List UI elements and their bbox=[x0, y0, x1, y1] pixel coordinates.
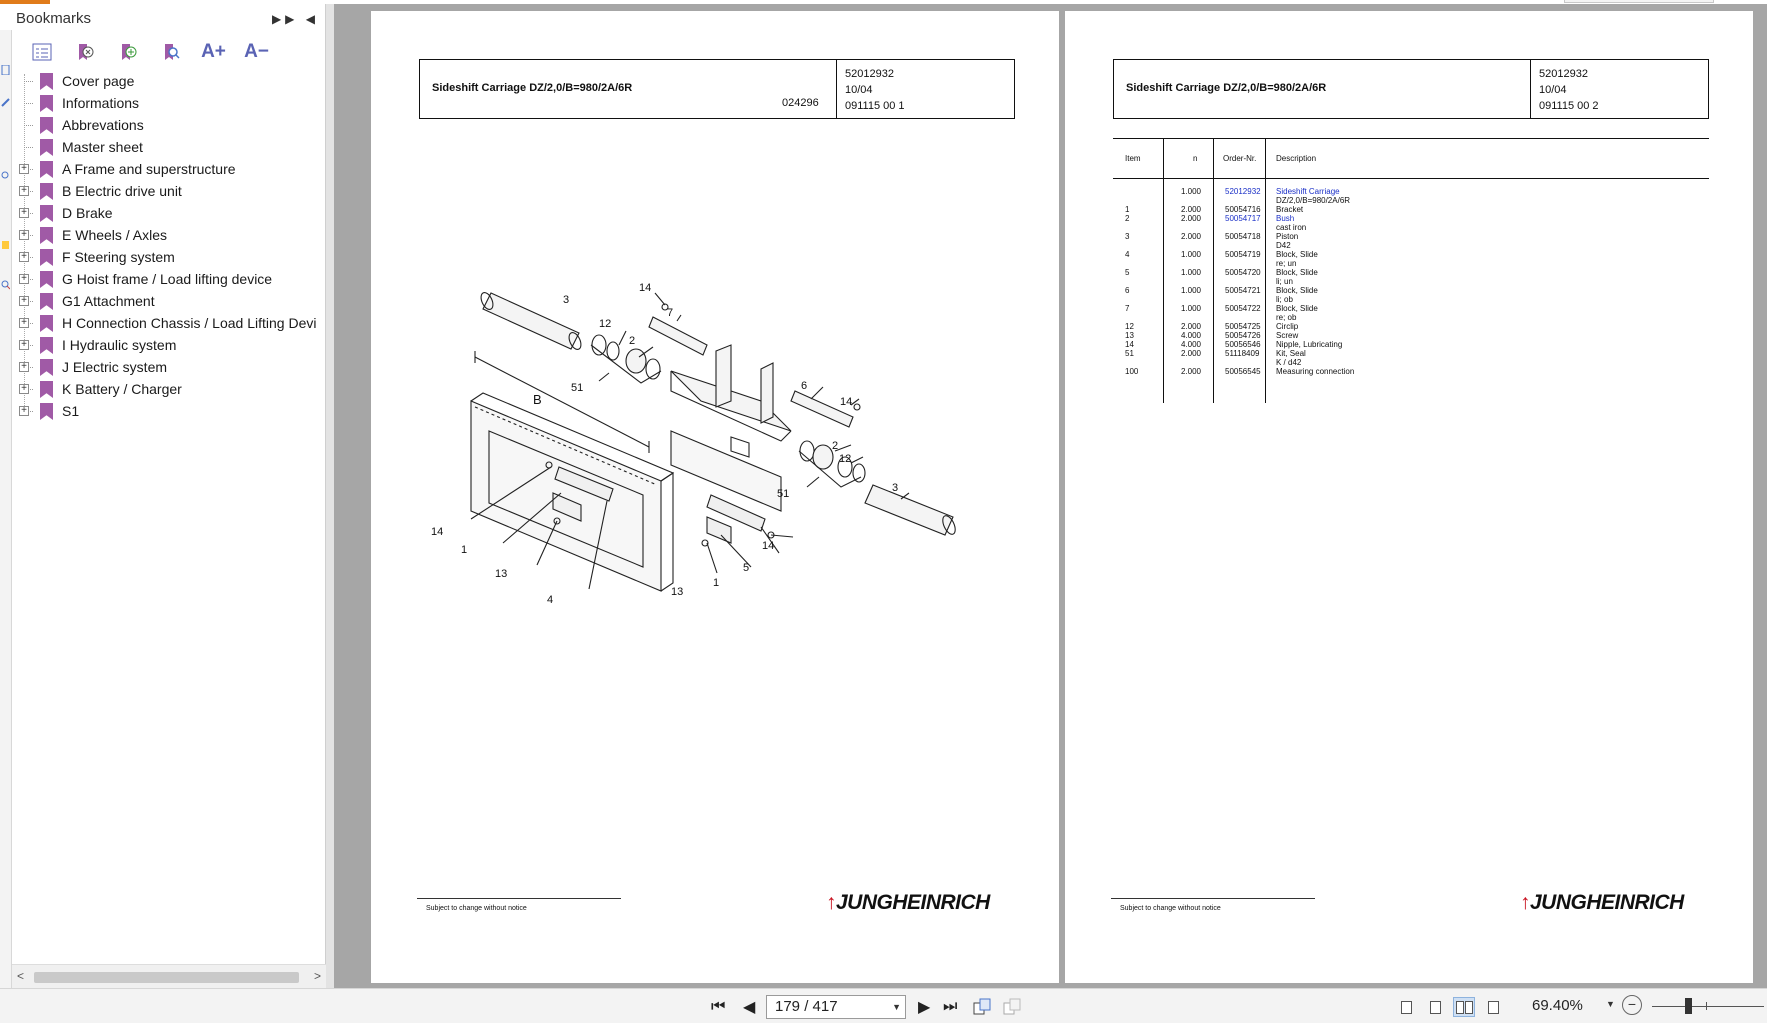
bookmarks-title: Bookmarks bbox=[16, 10, 92, 27]
callout-label: 12 bbox=[599, 318, 612, 330]
cell-item: 5 bbox=[1125, 268, 1130, 277]
cell-description: Bracket bbox=[1276, 205, 1304, 214]
cell-order-number: 50056545 bbox=[1225, 367, 1261, 376]
footer-notice: Subject to change without notice bbox=[1120, 905, 1221, 912]
cell-quantity: 4.000 bbox=[1180, 331, 1201, 340]
top-tab-remnant bbox=[1564, 0, 1714, 3]
add-bookmark-icon bbox=[118, 42, 138, 62]
cell-description-detail: li; un bbox=[1276, 277, 1293, 286]
cell-item: 14 bbox=[1125, 340, 1134, 349]
bookmark-icon bbox=[40, 161, 53, 178]
bookmark-item[interactable] bbox=[12, 334, 326, 356]
title-block-divider bbox=[1530, 60, 1531, 118]
callout-label: 14 bbox=[840, 396, 853, 408]
attachment-icon[interactable] bbox=[1, 240, 10, 250]
cell-order-number: 50054718 bbox=[1225, 232, 1261, 241]
bookmark-icon bbox=[40, 403, 53, 420]
bookmarks-toolbar bbox=[20, 38, 278, 66]
bookmark-options-button[interactable] bbox=[20, 38, 63, 66]
cell-order-number: 50054720 bbox=[1225, 268, 1261, 277]
cell-quantity: 2.000 bbox=[1180, 214, 1201, 223]
cell-description: Block, Slide bbox=[1276, 304, 1318, 313]
table-top-rule bbox=[1113, 138, 1709, 139]
font-larger-button[interactable] bbox=[192, 38, 235, 66]
doc-number: 52012932 bbox=[845, 68, 894, 80]
status-bar bbox=[0, 988, 1767, 1023]
font-larger-icon: A+ bbox=[201, 41, 226, 62]
cell-quantity: 2.000 bbox=[1180, 205, 1201, 214]
bookmark-item[interactable] bbox=[12, 400, 326, 422]
zoom-out-icon[interactable]: − bbox=[1622, 995, 1642, 1015]
expand-panel-icon[interactable]: ▶▶ bbox=[271, 12, 299, 26]
page-indicator: 179 / 417 bbox=[775, 998, 838, 1015]
expand-icon[interactable]: + bbox=[19, 296, 29, 306]
cell-quantity: 4.000 bbox=[1180, 340, 1201, 349]
doc-date: 10/04 bbox=[1539, 84, 1567, 96]
cell-order-number: 50054719 bbox=[1225, 250, 1261, 259]
cell-quantity: 1.000 bbox=[1180, 268, 1201, 277]
bookmark-label: F Steering system bbox=[62, 249, 175, 265]
scrollbar-thumb[interactable] bbox=[34, 972, 299, 983]
bookmark-item[interactable] bbox=[12, 136, 326, 158]
cell-order-number[interactable]: 50054717 bbox=[1225, 214, 1261, 223]
cell-item: 1 bbox=[1125, 205, 1130, 214]
cell-item: 51 bbox=[1125, 349, 1134, 358]
drawing-title: Sideshift Carriage DZ/2,0/B=980/2A/6R bbox=[432, 82, 633, 94]
cell-description: Block, Slide bbox=[1276, 286, 1318, 295]
cell-item: 2 bbox=[1125, 214, 1130, 223]
previous-page-icon[interactable]: ◀ bbox=[743, 999, 756, 1016]
callout-label: 13 bbox=[671, 586, 684, 598]
cell-description-detail: re; ob bbox=[1276, 313, 1297, 322]
column-header-n: n bbox=[1193, 154, 1198, 163]
bookmark-icon bbox=[40, 117, 53, 134]
cell-description: Screw bbox=[1276, 331, 1299, 340]
footer-rule bbox=[417, 898, 621, 899]
drawing-title: Sideshift Carriage DZ/2,0/B=980/2A/6R bbox=[1126, 82, 1327, 94]
cell-quantity: 1.000 bbox=[1180, 250, 1201, 259]
zoom-dropdown-icon[interactable]: ▼ bbox=[1606, 999, 1615, 1009]
callout-label: 12 bbox=[839, 453, 852, 465]
title-block bbox=[419, 59, 1015, 119]
bookmark-label: Master sheet bbox=[62, 139, 143, 155]
cell-item: 3 bbox=[1125, 232, 1130, 241]
cell-description-detail: D42 bbox=[1276, 241, 1291, 250]
bookmark-icon bbox=[40, 249, 53, 266]
sheet-number: 091115 00 1 bbox=[845, 100, 905, 112]
brand-name: JUNGHEINRICH bbox=[1530, 891, 1684, 914]
cell-quantity: 2.000 bbox=[1180, 232, 1201, 241]
doc-date: 10/04 bbox=[845, 84, 873, 96]
callout-label: 3 bbox=[892, 482, 899, 494]
bookmark-label: I Hydraulic system bbox=[62, 337, 177, 353]
bookmark-icon bbox=[40, 315, 53, 332]
tree-connector bbox=[24, 147, 33, 148]
brand-name: JUNGHEINRICH bbox=[836, 891, 990, 914]
bookmark-label: Cover page bbox=[62, 73, 135, 89]
facing-view-button[interactable] bbox=[1453, 997, 1475, 1017]
cell-quantity: 2.000 bbox=[1180, 349, 1201, 358]
left-tool-strip bbox=[0, 30, 12, 988]
options-list-icon bbox=[32, 43, 52, 61]
delete-bookmark-icon bbox=[75, 42, 95, 62]
zoom-slider-thumb[interactable] bbox=[1685, 998, 1692, 1014]
tree-connector bbox=[24, 81, 33, 82]
callout-label: 51 bbox=[571, 382, 584, 394]
bookmark-icon bbox=[40, 337, 53, 354]
cell-quantity: 1.000 bbox=[1180, 286, 1201, 295]
single-page-view-button[interactable] bbox=[1395, 997, 1417, 1017]
callout-label: 7 bbox=[667, 307, 674, 319]
bookmark-item[interactable] bbox=[12, 202, 326, 224]
cell-description: Circlip bbox=[1276, 322, 1299, 331]
next-view-icon[interactable] bbox=[1002, 997, 1022, 1017]
callout-label: 1 bbox=[713, 577, 720, 589]
bookmark-item[interactable] bbox=[12, 378, 326, 400]
cell-description: Block, Slide bbox=[1276, 250, 1318, 259]
bookmark-item[interactable] bbox=[12, 180, 326, 202]
bookmark-label: G1 Attachment bbox=[62, 293, 155, 309]
bookmark-label: Abbrevations bbox=[62, 117, 144, 133]
bookmark-label: Informations bbox=[62, 95, 140, 111]
bookmark-icon bbox=[40, 293, 53, 310]
cell-item: 6 bbox=[1125, 286, 1130, 295]
scroll-left-icon[interactable]: < bbox=[17, 969, 25, 983]
bookmark-item[interactable] bbox=[12, 290, 326, 312]
bookmark-label: S1 bbox=[62, 403, 80, 419]
bookmark-item[interactable] bbox=[12, 114, 326, 136]
bookmark-label: K Battery / Charger bbox=[62, 381, 182, 397]
bookmark-label: J Electric system bbox=[62, 359, 168, 375]
zoom-slider-track[interactable] bbox=[1652, 1006, 1764, 1007]
cell-order-number[interactable]: 52012932 bbox=[1225, 187, 1261, 196]
cell-order-number: 50054726 bbox=[1225, 331, 1261, 340]
zoom-level[interactable]: 69.40% bbox=[1532, 997, 1583, 1014]
bookmark-item[interactable] bbox=[12, 70, 326, 92]
expand-icon[interactable]: + bbox=[19, 164, 29, 174]
expand-icon[interactable]: + bbox=[19, 230, 29, 240]
table-header-rule bbox=[1113, 178, 1709, 179]
cell-description: Nipple, Lubricating bbox=[1276, 340, 1343, 349]
brand-logo: ↑JUNGHEINRICH bbox=[826, 891, 990, 914]
bookmark-item[interactable] bbox=[12, 356, 326, 378]
last-page-icon[interactable]: ⏭ bbox=[943, 998, 958, 1015]
cell-description: Block, Slide bbox=[1276, 268, 1318, 277]
bookmark-item[interactable] bbox=[12, 224, 326, 246]
delete-bookmark-button[interactable] bbox=[63, 38, 106, 66]
cell-description-detail: K / d42 bbox=[1276, 358, 1302, 367]
bookmark-label: G Hoist frame / Load lifting device bbox=[62, 271, 273, 287]
facing-page-left-icon bbox=[1456, 1001, 1464, 1014]
collapse-panel-icon[interactable]: ◀ bbox=[305, 12, 319, 26]
first-page-icon[interactable]: ⏮ bbox=[711, 998, 726, 1015]
table-row bbox=[1113, 367, 1709, 377]
callout-label: 4 bbox=[547, 594, 554, 606]
cell-quantity: 1.000 bbox=[1180, 304, 1201, 313]
bookmark-label: B Electric drive unit bbox=[62, 183, 182, 199]
cell-quantity: 2.000 bbox=[1180, 367, 1201, 376]
sheet-number: 091115 00 2 bbox=[1539, 100, 1599, 112]
single-page-icon bbox=[1401, 1001, 1412, 1014]
cell-order-number: 51118409 bbox=[1225, 349, 1260, 358]
cell-description-detail: DZ/2,0/B=980/2A/6R bbox=[1276, 196, 1351, 205]
bookmark-item[interactable] bbox=[12, 92, 326, 114]
cell-item: 4 bbox=[1125, 250, 1130, 259]
cell-quantity: 2.000 bbox=[1180, 322, 1201, 331]
callout-label: B bbox=[533, 392, 542, 407]
tree-connector bbox=[24, 103, 33, 104]
bookmark-item[interactable] bbox=[12, 312, 326, 334]
comment-icon[interactable] bbox=[1, 170, 10, 180]
cell-description-detail: li; ob bbox=[1276, 295, 1293, 304]
expand-icon[interactable]: + bbox=[19, 252, 29, 262]
add-bookmark-button[interactable] bbox=[106, 38, 149, 66]
expand-icon[interactable]: + bbox=[19, 340, 29, 350]
column-header-order: Order-Nr. bbox=[1223, 154, 1257, 163]
page-dropdown-icon[interactable]: ▼ bbox=[892, 1002, 901, 1012]
expand-icon[interactable]: + bbox=[19, 384, 29, 394]
bookmark-tree bbox=[12, 70, 326, 422]
bookmark-icon bbox=[40, 381, 53, 398]
callout-label: 2 bbox=[832, 440, 839, 452]
expand-icon[interactable]: + bbox=[19, 318, 29, 328]
continuous-view-button[interactable] bbox=[1424, 997, 1446, 1017]
bookmark-item[interactable] bbox=[12, 268, 326, 290]
cell-item: 12 bbox=[1125, 322, 1134, 331]
cell-quantity: 1.000 bbox=[1180, 187, 1201, 196]
next-page-icon[interactable]: ▶ bbox=[918, 999, 931, 1016]
bookmark-icon bbox=[40, 183, 53, 200]
page-number-field[interactable] bbox=[766, 995, 906, 1019]
title-block-info bbox=[845, 66, 905, 114]
footer-notice: Subject to change without notice bbox=[426, 905, 527, 912]
callout-label: 51 bbox=[777, 488, 790, 500]
expand-icon[interactable]: + bbox=[19, 362, 29, 372]
expand-icon[interactable]: + bbox=[19, 274, 29, 284]
continuous-page-icon bbox=[1430, 1001, 1441, 1014]
expand-icon[interactable]: + bbox=[19, 406, 29, 416]
bookmarks-panel bbox=[12, 4, 326, 988]
cell-description-detail: cast iron bbox=[1276, 223, 1307, 232]
cell-order-number: 50056546 bbox=[1225, 340, 1261, 349]
column-header-item: Item bbox=[1125, 154, 1141, 163]
expand-icon[interactable]: + bbox=[19, 186, 29, 196]
bookmark-item[interactable] bbox=[12, 246, 326, 268]
tree-connector bbox=[24, 125, 33, 126]
title-block-info bbox=[1539, 66, 1599, 114]
cell-description: Measuring connection bbox=[1276, 367, 1355, 376]
panel-splitter[interactable] bbox=[326, 4, 334, 988]
callout-label: 3 bbox=[563, 294, 570, 306]
brand-logo: ↑JUNGHEINRICH bbox=[1520, 891, 1684, 914]
callout-label: 14 bbox=[639, 282, 652, 294]
column-header-description: Description bbox=[1276, 154, 1317, 163]
bookmark-label: E Wheels / Axles bbox=[62, 227, 168, 243]
doc-number: 52012932 bbox=[1539, 68, 1588, 80]
bookmark-icon bbox=[40, 271, 53, 288]
callout-label: 1 bbox=[461, 544, 468, 556]
cell-description: Kit, Seal bbox=[1276, 349, 1306, 358]
callout-label: 14 bbox=[431, 526, 444, 538]
callout-label: 14 bbox=[762, 540, 775, 552]
title-block bbox=[1113, 59, 1709, 119]
bookmarks-horizontal-scrollbar[interactable] bbox=[12, 964, 326, 988]
cell-description[interactable]: Bush bbox=[1276, 214, 1295, 223]
cell-order-number: 50054721 bbox=[1225, 286, 1261, 295]
title-block-divider bbox=[836, 60, 837, 118]
document-view[interactable] bbox=[334, 4, 1767, 988]
cell-order-number: 50054725 bbox=[1225, 322, 1261, 331]
bookmark-icon bbox=[40, 139, 53, 156]
page-right bbox=[1065, 11, 1753, 983]
cell-item: 13 bbox=[1125, 331, 1134, 340]
facing-page-right-icon bbox=[1465, 1001, 1473, 1014]
search-icon[interactable] bbox=[1, 280, 10, 290]
font-smaller-icon: A− bbox=[244, 41, 269, 62]
bookmarks-panel-controls bbox=[272, 12, 319, 26]
bookmark-icon bbox=[40, 227, 53, 244]
scroll-right-icon[interactable]: > bbox=[313, 969, 321, 983]
bookmark-icon bbox=[40, 205, 53, 222]
cell-description: Piston bbox=[1276, 232, 1299, 241]
footer-rule bbox=[1111, 898, 1315, 899]
continuous-facing-icon bbox=[1488, 1001, 1499, 1014]
bookmark-label: A Frame and superstructure bbox=[62, 161, 236, 177]
find-bookmark-button[interactable] bbox=[149, 38, 192, 66]
bookmark-label: H Connection Chassis / Load Lifting Devi bbox=[62, 315, 317, 331]
callout-label: 5 bbox=[743, 562, 750, 574]
callout-label: 13 bbox=[495, 568, 508, 580]
bookmark-icon bbox=[40, 359, 53, 376]
callout-label: 2 bbox=[629, 335, 636, 347]
expand-icon[interactable]: + bbox=[19, 208, 29, 218]
continuous-facing-view-button[interactable] bbox=[1482, 997, 1504, 1017]
cell-item: 7 bbox=[1125, 304, 1130, 313]
previous-view-icon[interactable] bbox=[972, 997, 992, 1017]
cell-order-number: 50054716 bbox=[1225, 205, 1261, 214]
drawing-number: 024296 bbox=[782, 97, 819, 109]
bookmark-item[interactable] bbox=[12, 158, 326, 180]
exploded-parts-diagram bbox=[431, 281, 991, 701]
zoom-slider-tick bbox=[1706, 1002, 1707, 1010]
pencil-icon[interactable] bbox=[1, 97, 10, 107]
cell-item: 100 bbox=[1125, 367, 1139, 376]
find-bookmark-icon bbox=[161, 42, 181, 62]
bookmark-label: D Brake bbox=[62, 205, 113, 221]
bookmark-icon bbox=[40, 73, 53, 90]
page-icon[interactable] bbox=[1, 65, 10, 75]
font-smaller-button[interactable] bbox=[235, 38, 278, 66]
cell-description-detail: re; un bbox=[1276, 259, 1297, 268]
page-left bbox=[371, 11, 1059, 983]
callout-label: 6 bbox=[801, 380, 808, 392]
cell-order-number: 50054722 bbox=[1225, 304, 1261, 313]
cell-description[interactable]: Sideshift Carriage bbox=[1276, 187, 1340, 196]
bookmark-icon bbox=[40, 95, 53, 112]
